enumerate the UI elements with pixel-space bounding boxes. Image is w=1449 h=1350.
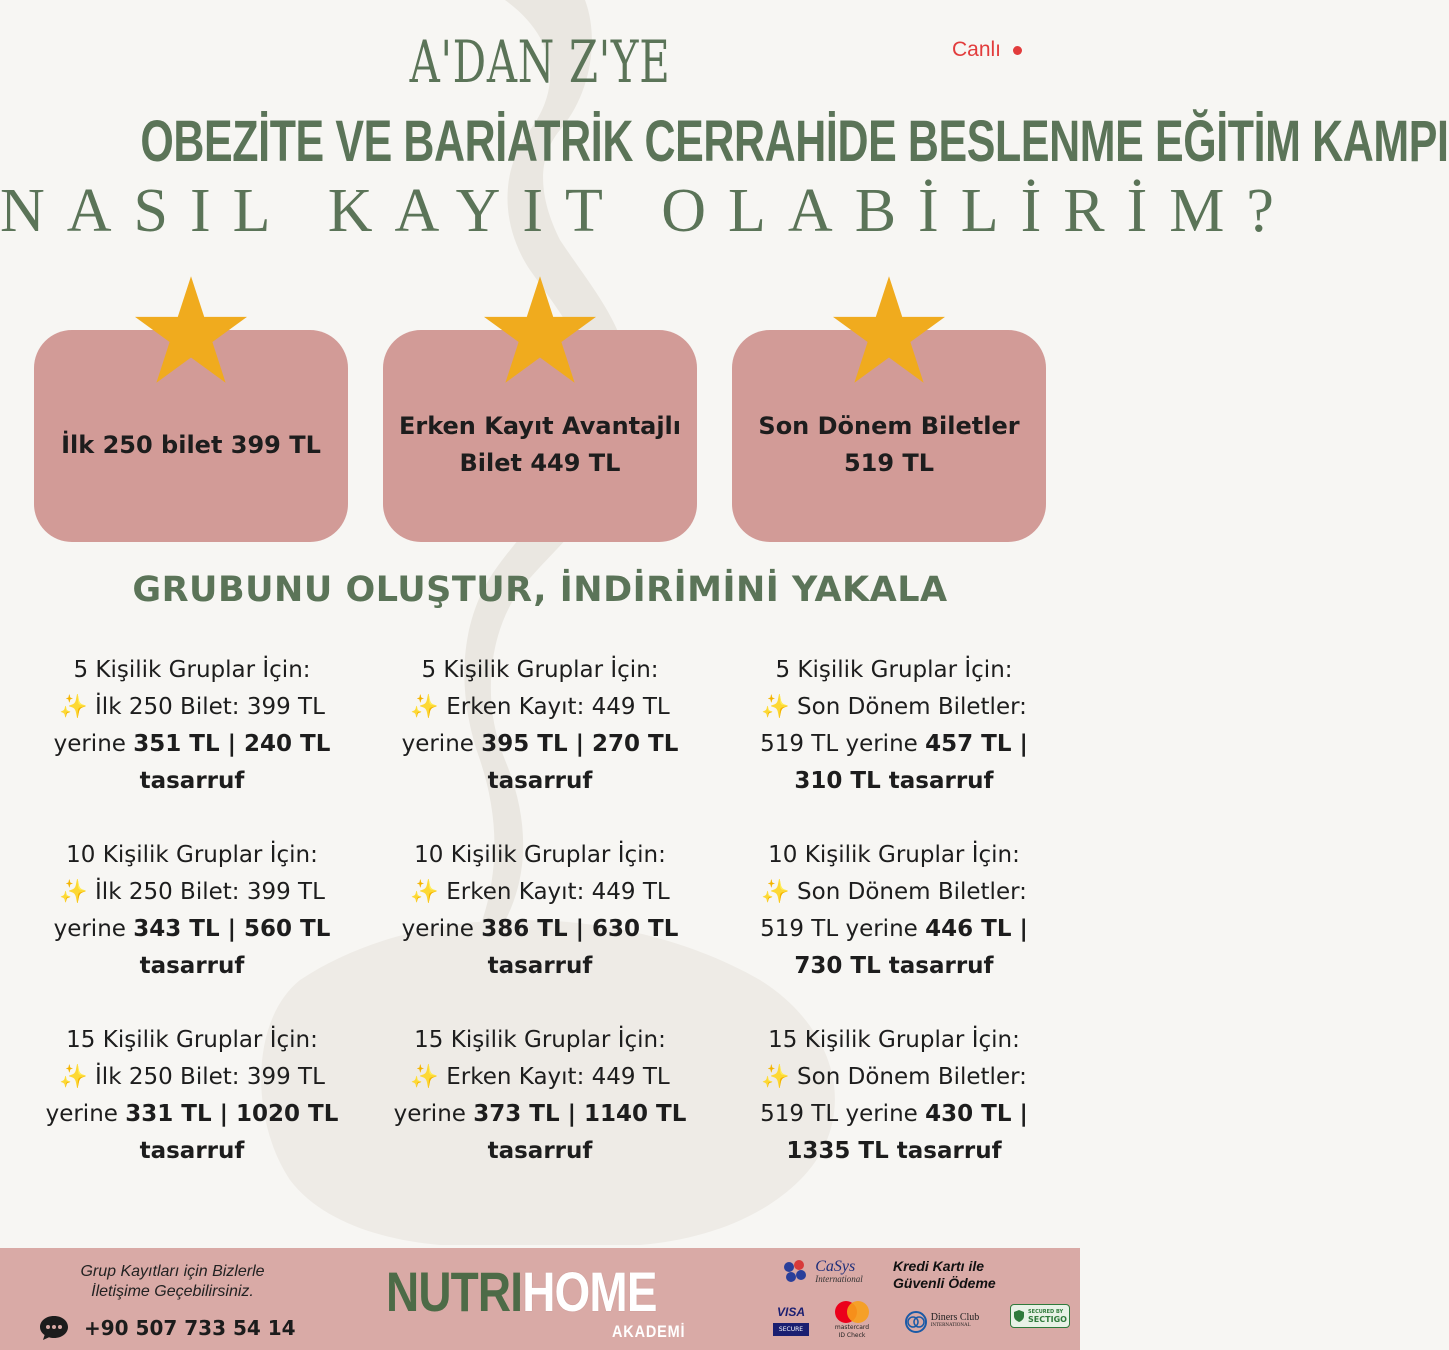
group-size-label: 5 Kişilik Gruplar İçin: <box>73 657 311 683</box>
brand-part2: HOME <box>522 1260 657 1323</box>
discount-block <box>724 652 1064 837</box>
offer-line: ✨ Son Dönem Biletler: <box>761 879 1027 905</box>
offer-line: ✨ Son Dönem Biletler: <box>761 1064 1027 1090</box>
discount-price: 430 TL | <box>925 1101 1028 1127</box>
saving-label: 730 TL tasarruf <box>794 953 994 979</box>
offer-prefix: yerine <box>53 916 134 942</box>
contact-line2: İletişime Geçebilirsiniz. <box>91 1283 254 1300</box>
group-size-label: 15 Kişilik Gruplar İçin: <box>414 1027 666 1053</box>
live-label: Canlı <box>951 38 1001 61</box>
casys-logo <box>772 1256 872 1290</box>
live-dot-icon <box>1013 46 1022 55</box>
payment-line1: Kredi Kartı ile <box>893 1258 985 1274</box>
footer-bar <box>0 1248 1080 1350</box>
offer-line: ✨ Erken Kayıt: 449 TL <box>410 879 670 905</box>
saving-label: 310 TL tasarruf <box>794 768 994 794</box>
saving-label: tasarruf <box>139 768 245 794</box>
star-icon <box>484 276 596 384</box>
discount-price: 331 TL | 1020 TL <box>125 1101 339 1127</box>
saving-label: tasarruf <box>139 1138 245 1164</box>
discount-block <box>370 652 710 837</box>
title-top: A'DAN Z'YE <box>409 28 671 96</box>
offer-prefix: 519 TL yerine <box>760 731 926 757</box>
discount-price: 446 TL | <box>925 916 1028 942</box>
offer-prefix: 519 TL yerine <box>760 1101 926 1127</box>
discount-block <box>22 652 362 837</box>
visa-label: VISA <box>776 1304 805 1319</box>
discount-column-first-250 <box>22 652 362 1207</box>
star-icon <box>833 276 945 384</box>
live-indicator <box>952 38 1022 62</box>
discount-block <box>22 837 362 1022</box>
discount-column-last <box>724 652 1064 1207</box>
discount-price: 386 TL | 630 TL <box>481 916 679 942</box>
discount-price: 343 TL | 560 TL <box>133 916 331 942</box>
discount-block <box>724 1022 1064 1207</box>
contact-line1: Grup Kayıtları için Bizlerle <box>80 1263 265 1280</box>
ticket-line1: Son Dönem Biletler <box>758 412 1020 440</box>
mastercard-sub: ID Check <box>838 1332 866 1339</box>
group-size-label: 15 Kişilik Gruplar İçin: <box>66 1027 318 1053</box>
offer-line: ✨ İlk 250 Bilet: 399 TL <box>59 879 325 905</box>
offer-prefix: yerine <box>53 731 134 757</box>
ticket-line2: Bilet 449 TL <box>459 449 621 477</box>
discount-price: 351 TL | 240 TL <box>133 731 331 757</box>
phone-number[interactable]: +90 507 733 54 14 <box>84 1316 296 1340</box>
mastercard-label: mastercard <box>834 1324 870 1331</box>
sectigo-label: SECTIGO <box>1028 1315 1067 1324</box>
casys-dots-icon <box>781 1259 815 1287</box>
group-discount-title: GRUBUNU OLUŞTUR, İNDİRİMİNİ YAKALA <box>132 570 948 610</box>
group-size-label: 10 Kişilik Gruplar İçin: <box>768 842 1020 868</box>
group-size-label: 10 Kişilik Gruplar İçin: <box>66 842 318 868</box>
offer-line: ✨ İlk 250 Bilet: 399 TL <box>59 1064 325 1090</box>
discount-column-early <box>370 652 710 1207</box>
offer-line: ✨ Erken Kayıt: 449 TL <box>410 1064 670 1090</box>
discount-block <box>724 837 1064 1022</box>
diners-label: Diners Club <box>930 1312 980 1323</box>
discount-block <box>22 1022 362 1207</box>
saving-label: tasarruf <box>487 953 593 979</box>
title-sub: NASIL KAYIT OLABİLİRİM? <box>0 177 1296 245</box>
brand-subtitle: AKADEMİ <box>612 1322 686 1341</box>
ticket-line1: Erken Kayıt Avantajlı <box>398 412 681 440</box>
mastercard-logo <box>828 1298 876 1342</box>
group-size-label: 5 Kişilik Gruplar İçin: <box>421 657 659 683</box>
saving-label: 1335 TL tasarruf <box>786 1138 1002 1164</box>
offer-prefix: yerine <box>401 731 482 757</box>
ticket-line1: İlk 250 bilet 399 TL <box>61 430 321 459</box>
brand-logo <box>386 1260 657 1323</box>
sectigo-top: SECURED BY <box>1028 1309 1064 1315</box>
phone-contact[interactable] <box>38 1314 296 1342</box>
offer-prefix: yerine <box>45 1101 126 1127</box>
saving-label: tasarruf <box>487 1138 593 1164</box>
discount-price: 457 TL | <box>925 731 1028 757</box>
sectigo-logo <box>1010 1304 1070 1328</box>
mastercard-circles-icon <box>832 1300 872 1324</box>
discount-price: 373 TL | 1140 TL <box>473 1101 687 1127</box>
saving-label: tasarruf <box>487 768 593 794</box>
offer-line: ✨ Erken Kayıt: 449 TL <box>410 694 670 720</box>
group-size-label: 15 Kişilik Gruplar İçin: <box>768 1027 1020 1053</box>
visa-secure-logo <box>770 1300 812 1340</box>
discount-block <box>370 837 710 1022</box>
payment-line2: Güvenli Ödeme <box>893 1275 996 1291</box>
casys-label: CaSys <box>815 1258 856 1275</box>
ticket-line2: 519 TL <box>843 449 935 477</box>
diners-sub: INTERNATIONAL <box>930 1323 971 1328</box>
saving-label: tasarruf <box>139 953 245 979</box>
contact-info <box>50 1262 295 1302</box>
offer-prefix: yerine <box>393 1101 474 1127</box>
shield-icon <box>1013 1309 1025 1323</box>
star-icon <box>135 276 247 384</box>
group-size-label: 5 Kişilik Gruplar İçin: <box>775 657 1013 683</box>
secure-payment-text <box>893 1258 996 1292</box>
casys-sub: International <box>815 1274 863 1284</box>
title-main: OBEZİTE VE BARİATRİK CERRAHİDE BESLENME EĞİTİM KAMPI <box>140 109 1449 174</box>
offer-prefix: yerine <box>401 916 482 942</box>
brand-part1: NUTRI <box>386 1260 523 1323</box>
group-size-label: 10 Kişilik Gruplar İçin: <box>414 842 666 868</box>
offer-line: ✨ Son Dönem Biletler: <box>761 694 1027 720</box>
offer-prefix: 519 TL yerine <box>760 916 926 942</box>
diners-club-icon <box>905 1311 927 1333</box>
offer-line: ✨ İlk 250 Bilet: 399 TL <box>59 694 325 720</box>
diners-club-logo <box>894 1310 990 1334</box>
chat-bubble-icon <box>38 1314 70 1342</box>
discount-price: 395 TL | 270 TL <box>481 731 679 757</box>
visa-sub: SECURE <box>773 1323 809 1336</box>
discount-block <box>370 1022 710 1207</box>
